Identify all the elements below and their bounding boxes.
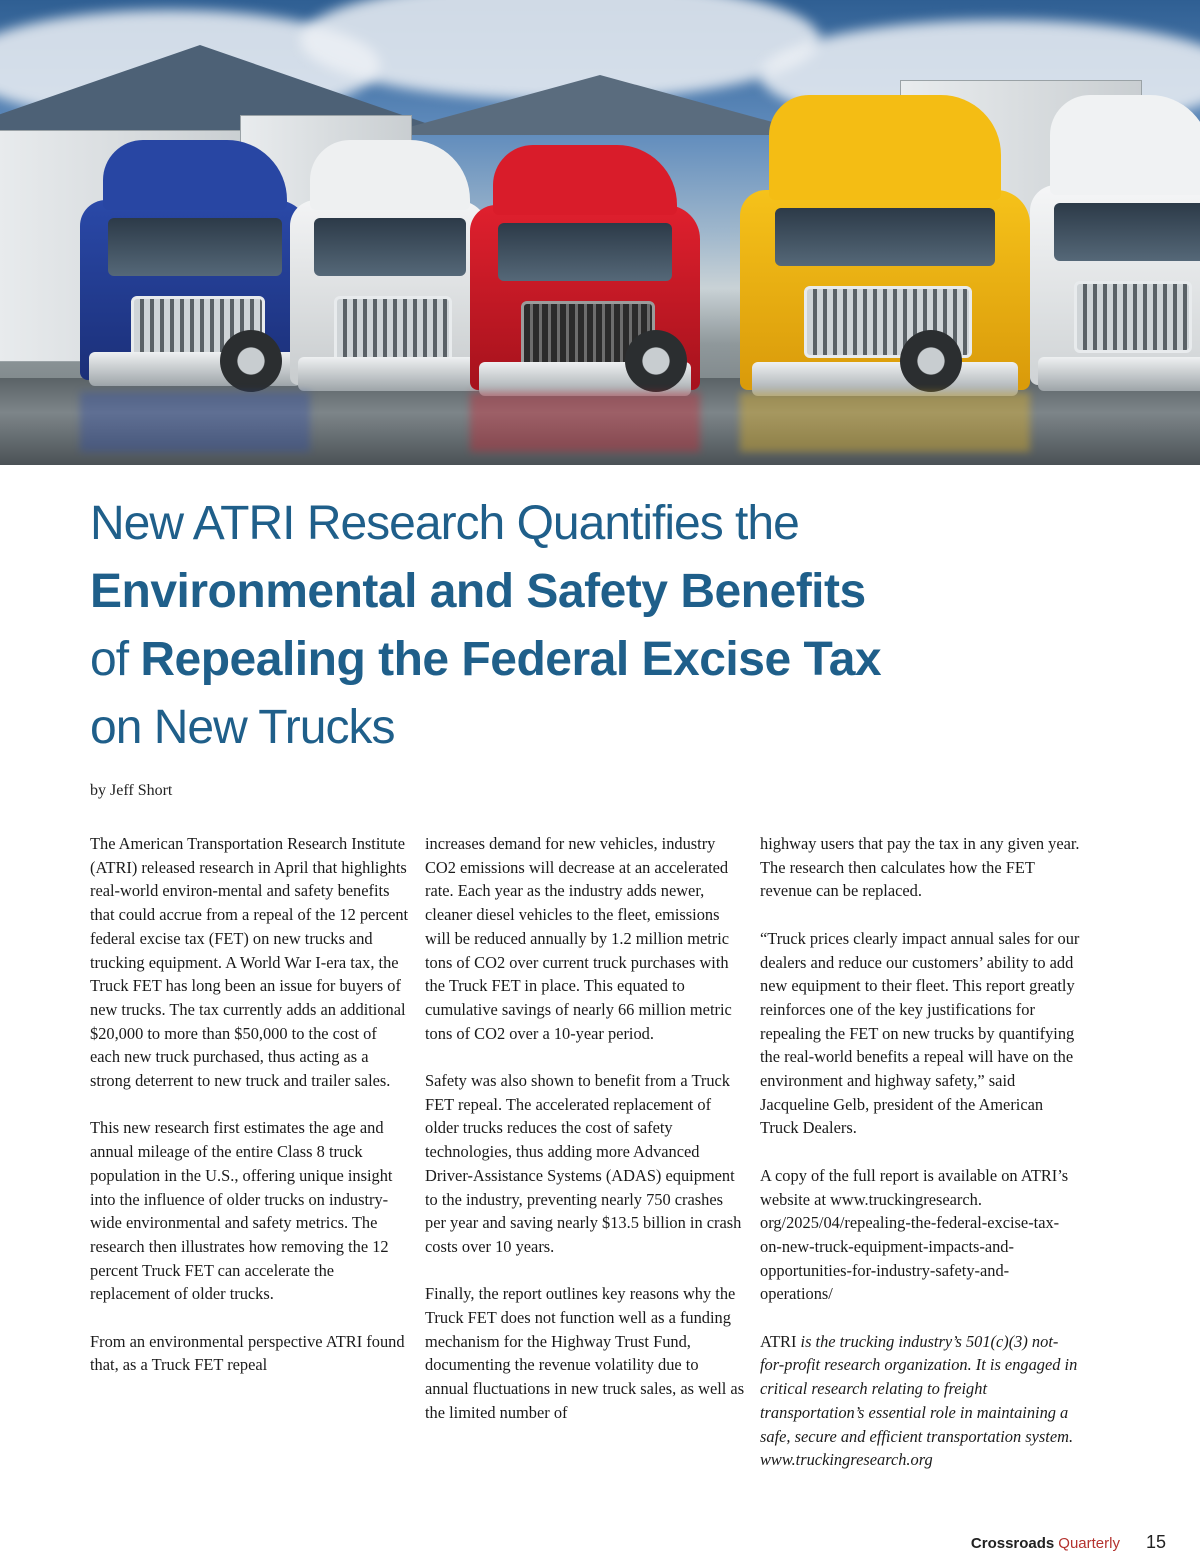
headline-line-3-prefix: of <box>90 633 129 686</box>
paragraph: Finally, the report outlines key reasons why the Truck FET does not function well as a funding mechanism for the Highway Trust Fund, documenting the revenue volatility due to annual fluctuations in new truck sales, as well as the limited number of <box>425 1284 745 1422</box>
publication-name-accent: Quarterly <box>1058 1535 1120 1552</box>
byline: by Jeff Short <box>90 782 173 799</box>
wheel <box>900 330 962 392</box>
hero-photo-trucks <box>0 0 1200 465</box>
article-column-2 <box>425 832 745 1448</box>
about-atri-lead: ATRI <box>760 1331 797 1351</box>
mountain <box>380 75 820 135</box>
paragraph: From an environmental perspective ATRI found that, as a Truck FET repeal <box>90 1331 405 1375</box>
paragraph: This new research first estimates the age and annual mileage of the entire Class 8 truck population in the U.S., offering unique insight into the influence of older trucks on industry-wide environmental and safety metrics. The research then illustrates how removing the 12 percent Truck FET can accelerate the replacement of older trucks. <box>90 1118 393 1304</box>
article-column-3 <box>760 832 1080 1496</box>
reflection <box>740 392 1030 452</box>
paragraph: increases demand for new vehicles, industry CO2 emissions will decrease at an accelerated rate. Each year as the industry adds newer, cleaner diesel vehicles to the fleet, emissions will be reduced annually by 1.2 million metric tons of CO2 over current truck purchases with the Truck FET in place. This equated to cumulative savings of nearly 66 million metric tons of CO2 over a 10-year period. <box>425 834 732 1043</box>
headline-line-1: New ATRI Research Quantifies the <box>90 497 799 550</box>
article-headline <box>90 490 1130 762</box>
headline-line-4: on New Trucks <box>90 701 395 754</box>
paragraph: Safety was also shown to benefit from a Truck FET repeal. The accelerated replacement of older trucks reduces the cost of safety technologies, thus adding more Advanced Driver-Assistance Systems (ADAS) equipment to the industry, preventing nearly 750 crashes per year and saving nearly $13.5 billion in crash costs over 10 years. <box>425 1071 742 1256</box>
truck-yellow <box>740 190 1030 390</box>
quote-paragraph: “Truck prices clearly impact annual sales for our dealers and reduce our customers’ ability to add new equipment to their fleet. This report greatly reinforces one of the key justifications for repealing the FET on new trucks by quantifying the real-world benefits a repeal will have on the environment and highway safety,” said Jacqueline Gelb, president of the American Truck Dealers. <box>760 928 1080 1138</box>
page-footer <box>971 1532 1166 1553</box>
paragraph: The American Transportation Research Institute (ATRI) released research in April that highlights real-world environ-mental and safety benefits that could accrue from a repeal of the 12 percent federal excise tax (FET) on new trucks and trucking equipment. A World War I-era tax, the Truck FET has long been an issue for buyers of new trucks. The tax currently adds an additional $20,000 to more than $50,000 to the cost of each new truck purchased, thus acting as a strong deterrent to new truck and trailer sales. <box>90 834 409 1091</box>
truck-white <box>290 200 490 385</box>
wheel <box>220 330 282 392</box>
reflection <box>80 392 310 452</box>
report-link-paragraph: A copy of the full report is available on ATRI’s website at www.truckingresearch. org/2025/04/repealing-the-federal-excise-tax-on-new-truck-equipment-impacts-and-opportunities-for-industry-safety-and-operations/ <box>760 1165 1069 1304</box>
wheel <box>625 330 687 392</box>
reflection <box>470 392 700 452</box>
article-column-1 <box>90 832 410 1401</box>
truck-white-right <box>1030 185 1200 385</box>
about-atri-text: is the trucking industry’s 501(c)(3) not-for-profit research organization. It is engaged in critical research relating to freight transportation’s essential role in maintaining a safe, secure and efficient transportation system. www.truckingresearch.org <box>760 1331 1078 1470</box>
headline-line-3 <box>90 626 1130 694</box>
publication-name: Crossroads <box>970 1535 1055 1552</box>
paragraph: highway users that pay the tax in any given year. The research then calculates how the FET revenue can be replaced. <box>760 834 1080 901</box>
about-atri <box>760 1330 1080 1472</box>
headline-line-2: Environmental and Safety Benefits <box>90 565 866 618</box>
page-number: 15 <box>1145 1532 1166 1552</box>
headline-line-3-bold: Repealing the Federal Excise Tax <box>140 633 882 686</box>
